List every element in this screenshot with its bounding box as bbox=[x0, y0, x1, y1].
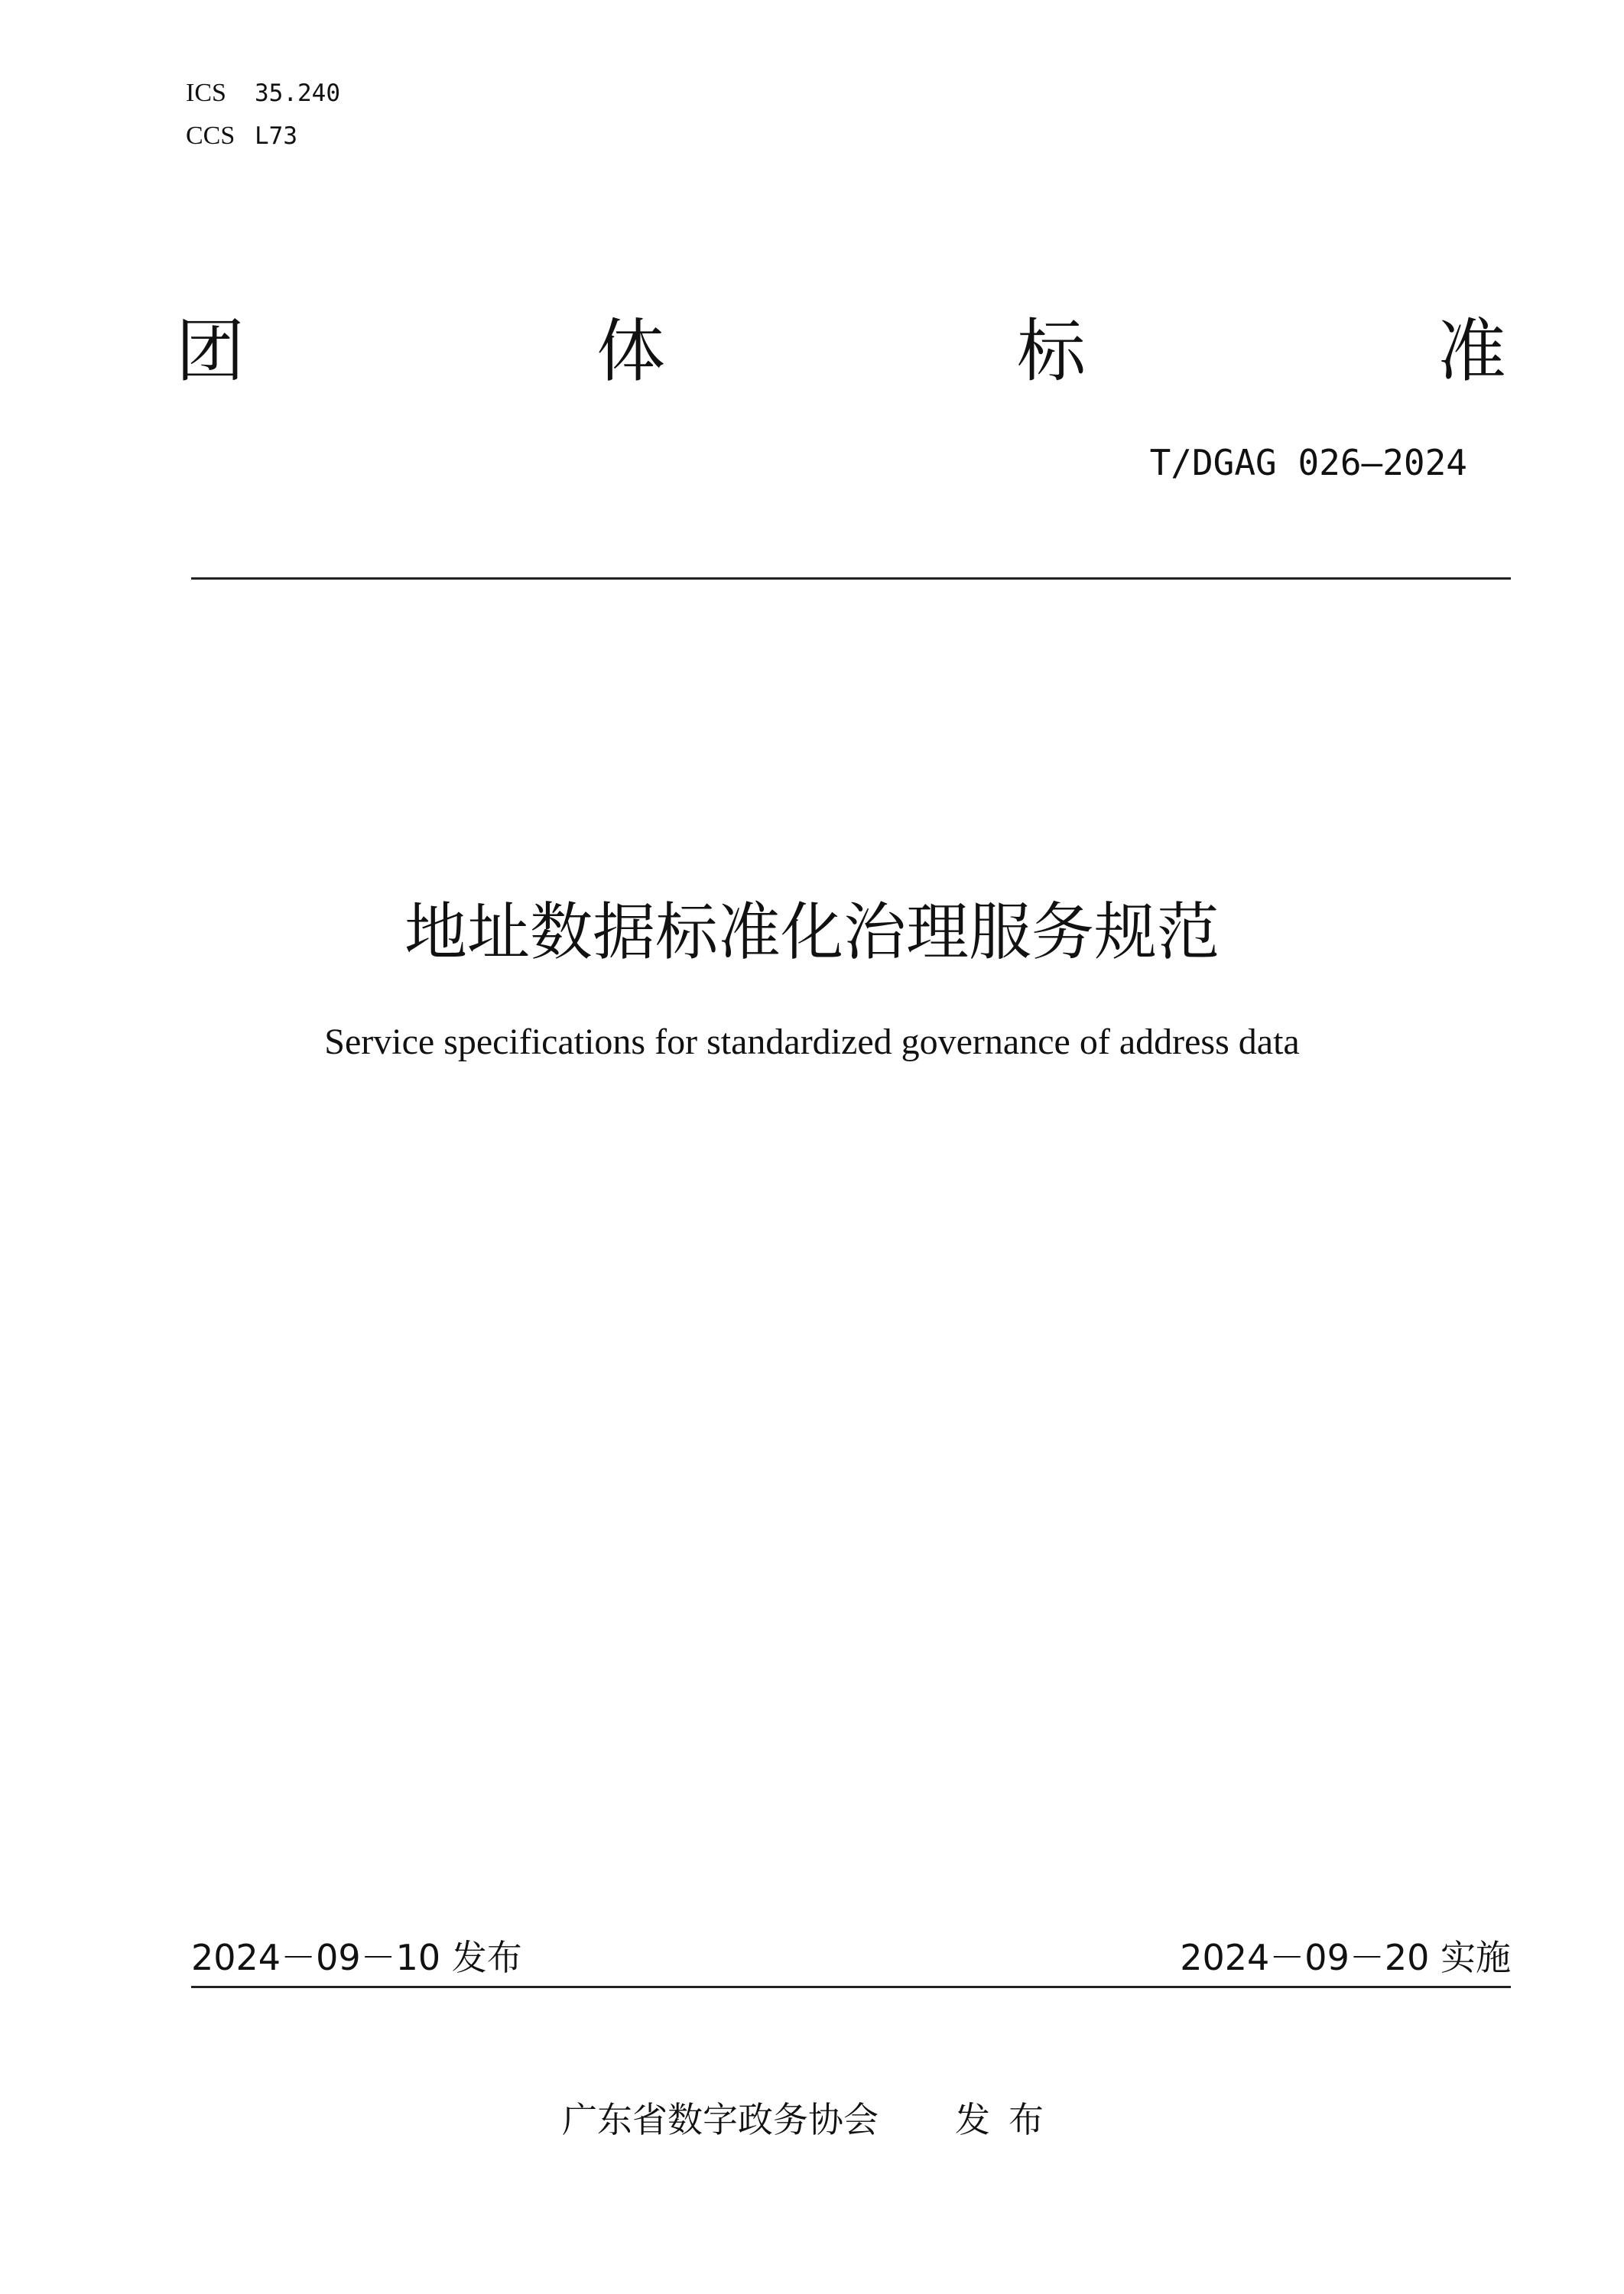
issue-date: 2024－09－10 发布 bbox=[191, 1937, 522, 1978]
standard-type-char: 标 bbox=[1017, 311, 1086, 392]
standard-type-char: 体 bbox=[596, 311, 665, 392]
standard-number: T/DGAG 026—2024 bbox=[1149, 442, 1467, 483]
publisher-line bbox=[0, 2097, 1624, 2143]
publisher-name: 广东省数字政务协会 bbox=[562, 2099, 879, 2140]
ccs-value: L73 bbox=[255, 122, 297, 150]
ccs-label: CCS bbox=[186, 122, 235, 150]
ccs-code bbox=[186, 121, 297, 151]
standard-type-char: 准 bbox=[1437, 311, 1506, 392]
implementation-date: 2024－09－20 实施 bbox=[1180, 1937, 1511, 1978]
document-title-chinese: 地址数据标准化治理服务规范 bbox=[404, 896, 1220, 969]
standard-type-heading bbox=[176, 310, 1506, 394]
ics-value: 35.240 bbox=[255, 80, 340, 107]
publish-action: 发布 bbox=[955, 2099, 1062, 2140]
ics-label: ICS bbox=[186, 79, 226, 107]
standard-type-char: 团 bbox=[176, 311, 245, 392]
top-divider bbox=[191, 577, 1511, 580]
bottom-divider bbox=[191, 1986, 1511, 1988]
document-title-english: Service specifications for standardized governance of address data bbox=[324, 1022, 1300, 1062]
ics-code bbox=[186, 78, 340, 109]
